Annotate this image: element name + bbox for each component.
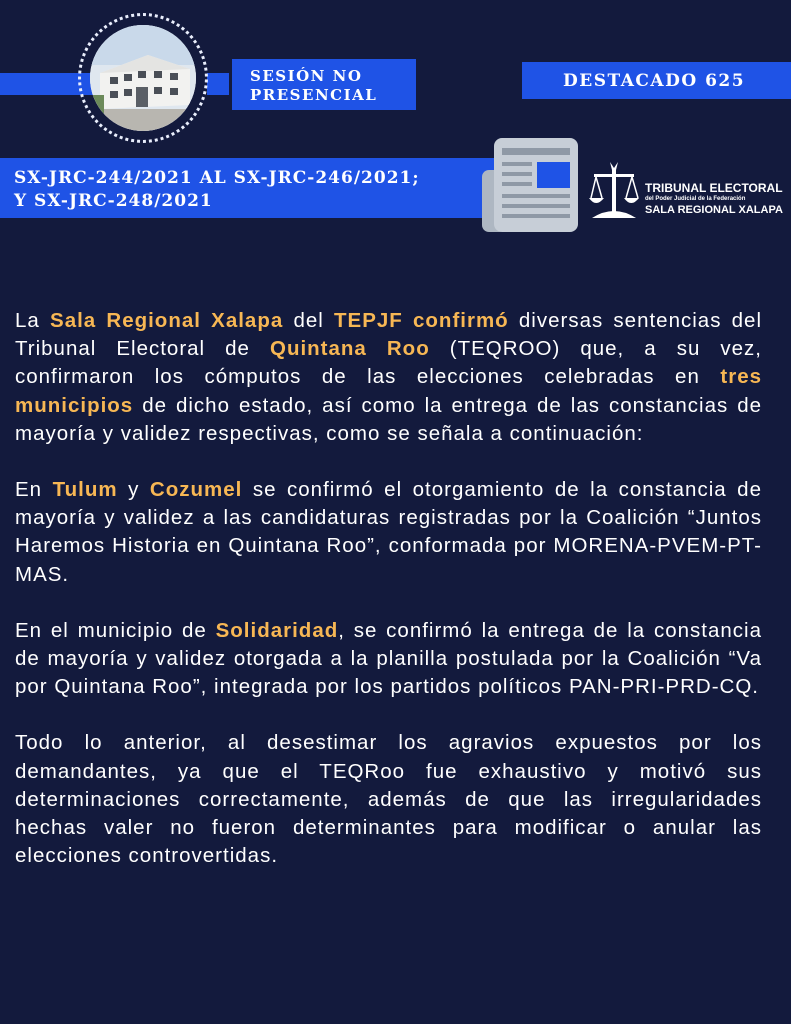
p1-text-4: (TEQROO) que, a su vez, confirmaron los cómputos de las elecciones celebradas en — [15, 337, 762, 389]
logo-line2: del Poder Judicial de la Federación — [645, 196, 746, 202]
highlight-number-label: DESTACADO 625 — [563, 71, 746, 91]
paragraph-3 — [15, 617, 762, 702]
p1-text-1: La — [15, 309, 51, 332]
session-type-box — [232, 59, 416, 110]
p2-highlight-2: Cozumel — [149, 478, 243, 502]
body-text — [15, 307, 762, 898]
p2-highlight-1: Tulum — [52, 478, 118, 502]
p1-text-2: del — [283, 309, 335, 332]
highlight-number-box — [522, 62, 791, 99]
session-type-line2: PRESENCIAL — [250, 86, 378, 104]
session-type-line1: SESIÓN NO — [250, 67, 363, 85]
logo-line1: TRIBUNAL ELECTORAL — [645, 181, 783, 195]
p1-highlight-4: tres municipios — [15, 365, 762, 417]
p1-highlight-1: Sala Regional Xalapa — [50, 309, 284, 332]
p2-text-3: se confirmó el otorgamiento de la constancia de mayoría y validez a las candidaturas registradas por la Coalición “Juntos Haremos Historia en Quintana Roo”, conformada por MORENA-PVEM-PT-MAS. — [15, 478, 762, 586]
p3-text-2: , se confirmó la entrega de la constancia de mayoría y validez otorgada a la planilla postulada por la Coalición “Va por Quintana Roo”, integrada por los partidos políticos PAN-PRI-PRD-CQ. — [15, 618, 762, 699]
header-band-connector — [207, 73, 229, 95]
logo-line3: SALA REGIONAL XALAPA — [645, 204, 783, 216]
case-number-line1: SX-JRC-244/2021 AL SX-JRC-246/2021; — [14, 168, 420, 188]
case-number-line2: Y SX-JRC-248/2021 — [14, 191, 213, 211]
paragraph-2 — [15, 476, 762, 589]
case-number-band — [0, 158, 496, 218]
p3-text-1: En el municipio de — [15, 618, 216, 642]
paragraph-1 — [15, 307, 762, 448]
p1-highlight-3: Quintana Roo — [270, 337, 430, 361]
p3-highlight-1: Solidaridad — [215, 618, 339, 642]
p1-highlight-2: TEPJF confirmó — [334, 309, 509, 332]
p1-text-3: diversas sentencias del Tribunal Electoral de — [15, 309, 762, 361]
p1-text-5: de dicho estado, así como la entrega de las constancias de mayoría y validez respectivas, como se señala a continuación: — [15, 393, 762, 445]
paragraph-4: Todo lo anterior, al desestimar los agravios expuestos por los demandantes, ya que el TEQRoo fue exhaustivo y motivó sus determinaciones correctamente, además de que las irregularidades hechas valer no fueron determinantes para modificar o anular las elecciones controvertidas. — [15, 731, 762, 868]
scales-of-justice-logo — [588, 160, 640, 227]
p2-text-1: En — [15, 478, 53, 502]
building-photo — [90, 25, 196, 131]
newspaper-icon — [480, 136, 580, 241]
p2-text-2: y — [117, 478, 150, 502]
